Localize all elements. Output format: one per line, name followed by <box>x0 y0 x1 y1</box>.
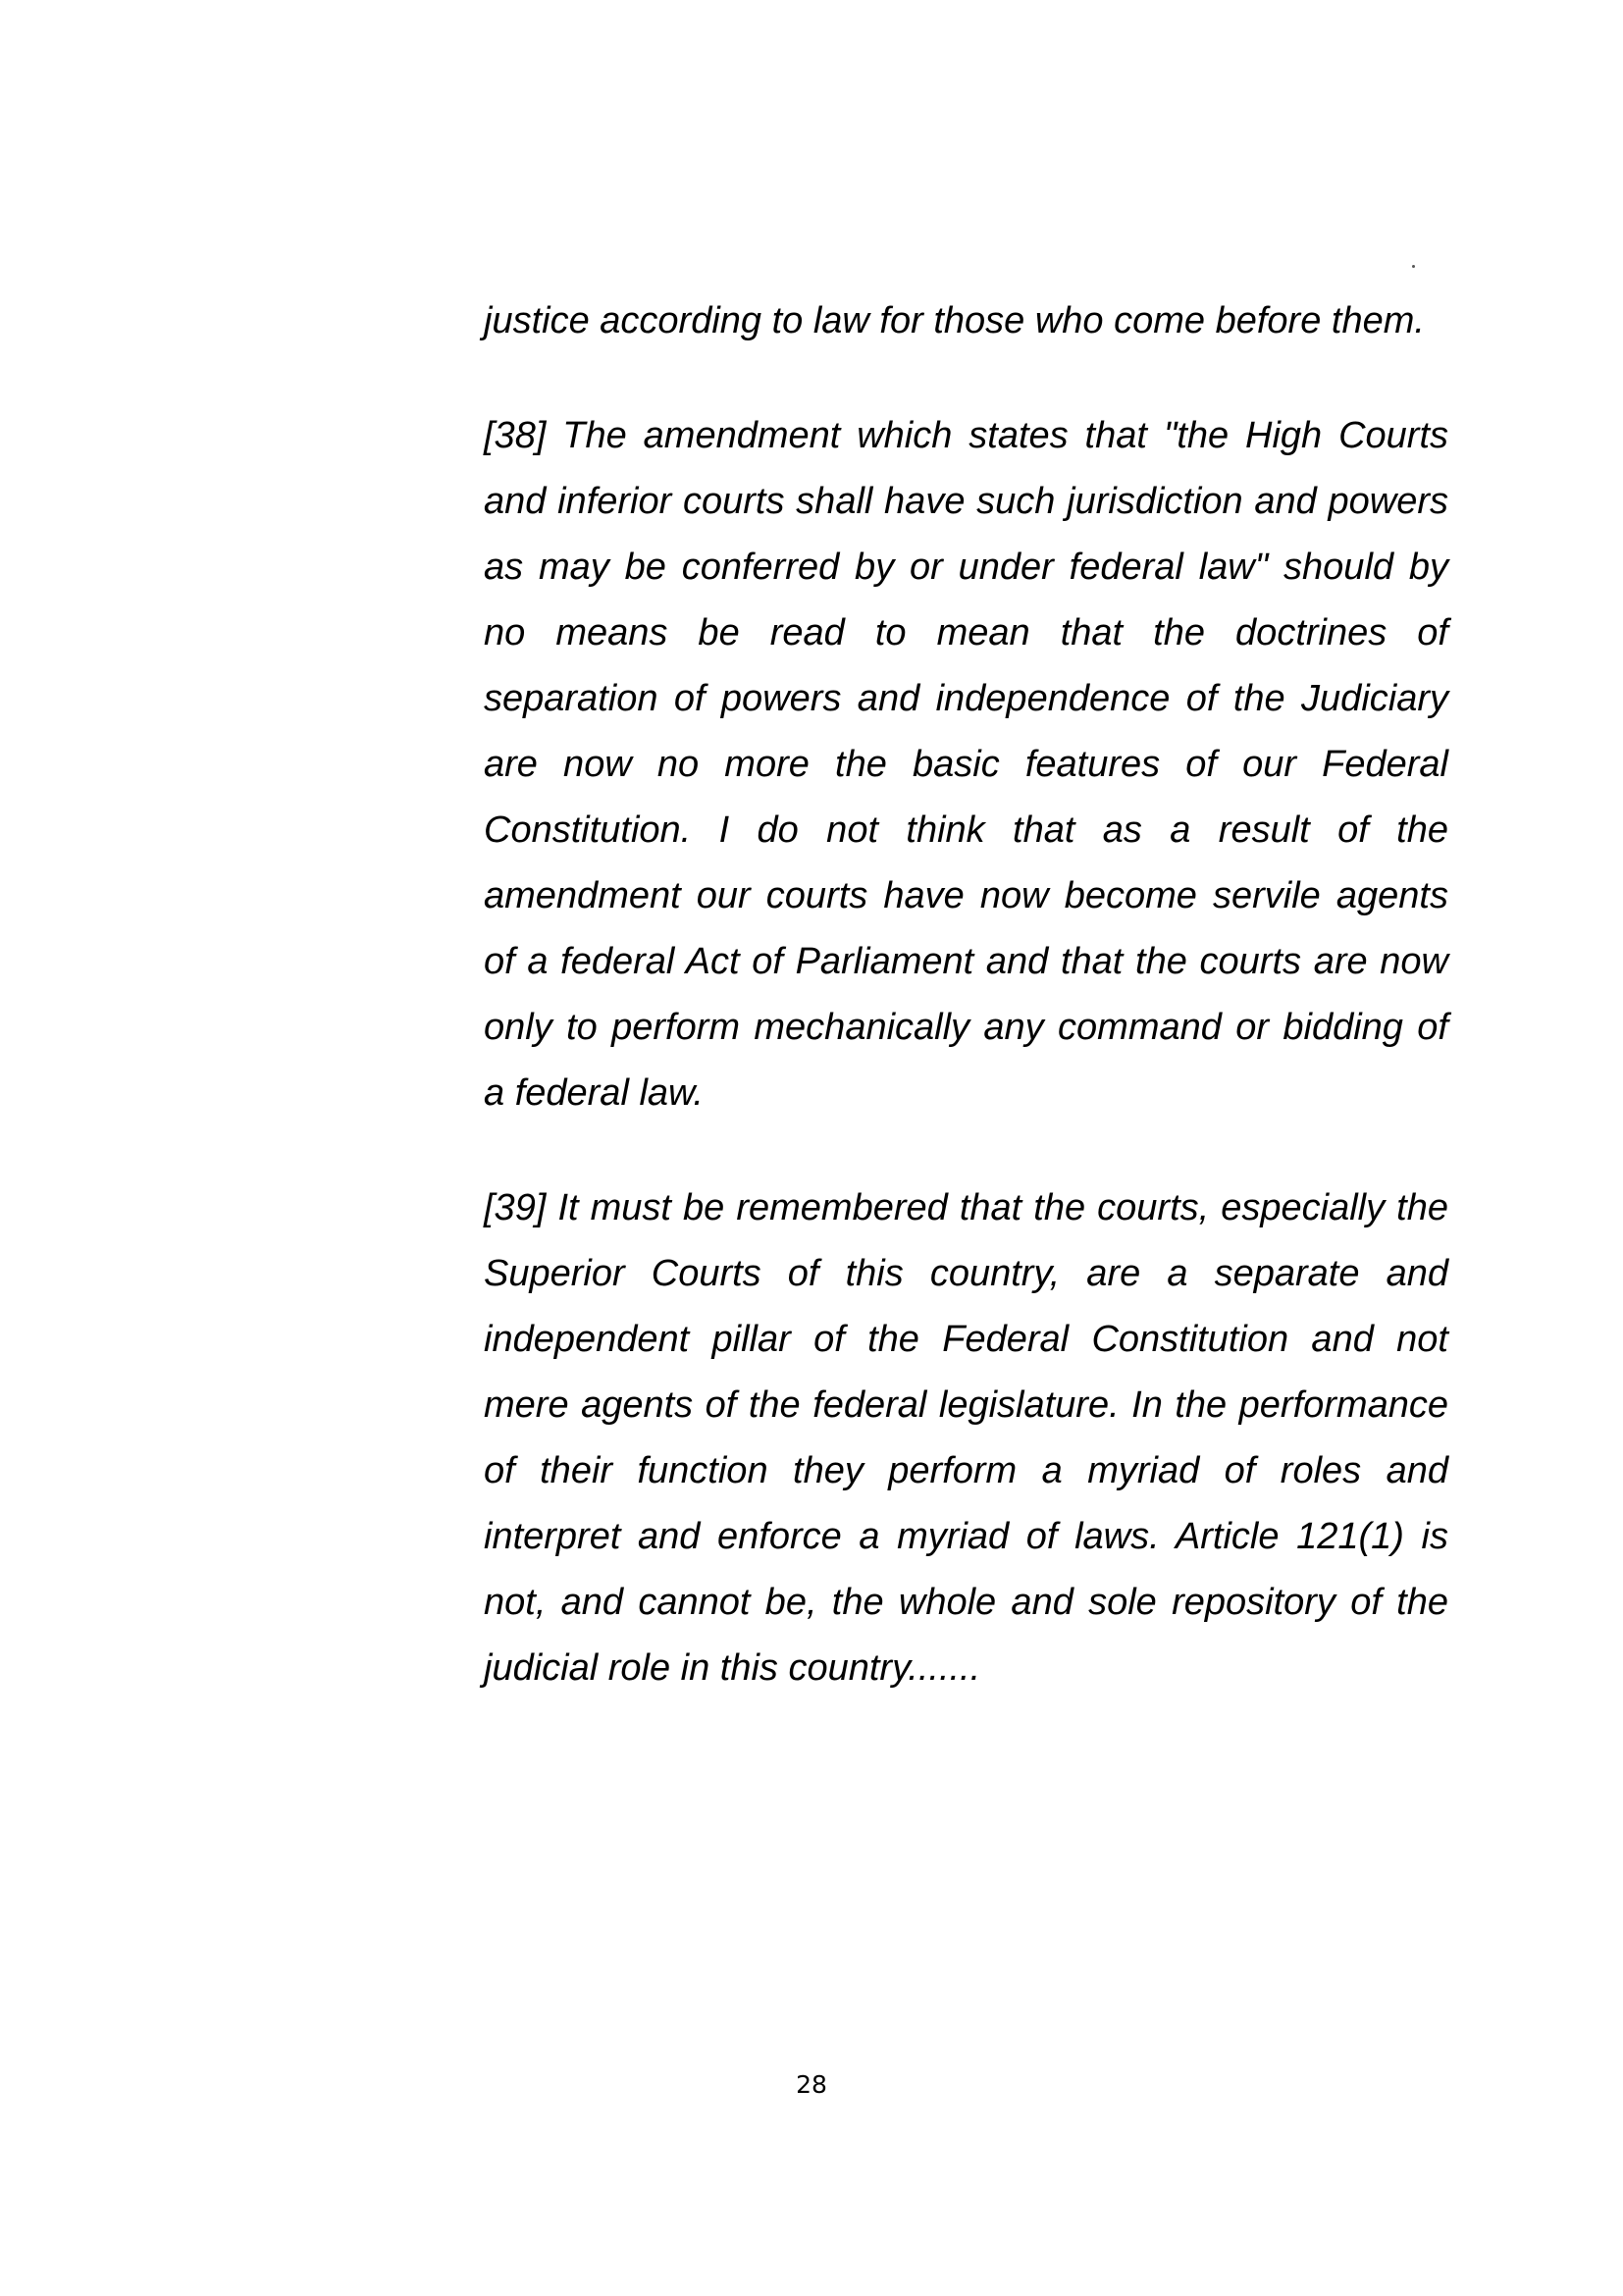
continuation-paragraph: justice according to law for those who come before them. <box>484 300 1425 341</box>
paragraph-number: [39] <box>484 1187 547 1228</box>
paragraph-body: The amendment which states that "the High Courts and inferior courts shall have such jurisdiction and powers as may be conferred by or under federal law" should by no means be read to mean that the doctrines of separation of powers and independence of the Judiciary are now no more the basic features of our Federal Constitution. I do not think that as a result of the amendment our courts have now become servile agents of a federal Act of Parliament and that the courts are now only to perform mechanically any command or bidding of a federal law. <box>484 415 1449 1114</box>
paragraph-39 <box>484 1175 1448 1701</box>
paragraph-number: [38] <box>484 415 547 456</box>
paragraph-body: It must be remembered that the courts, especially the Superior Courts of this country, are a separate and independent pillar of the Federal Constitution and not mere agents of the federal legislature. In the performance of their function they perform a myriad of roles and interpret and enforce a myriad of laws. Article 121(1) is not, and cannot be, the whole and sole repository of the judicial role in this country....... <box>484 1187 1448 1689</box>
scan-speck <box>1412 265 1415 268</box>
quoted-judgment-text <box>484 288 1448 1701</box>
page-number: 28 <box>796 2070 827 2099</box>
paragraph-38 <box>484 403 1448 1126</box>
